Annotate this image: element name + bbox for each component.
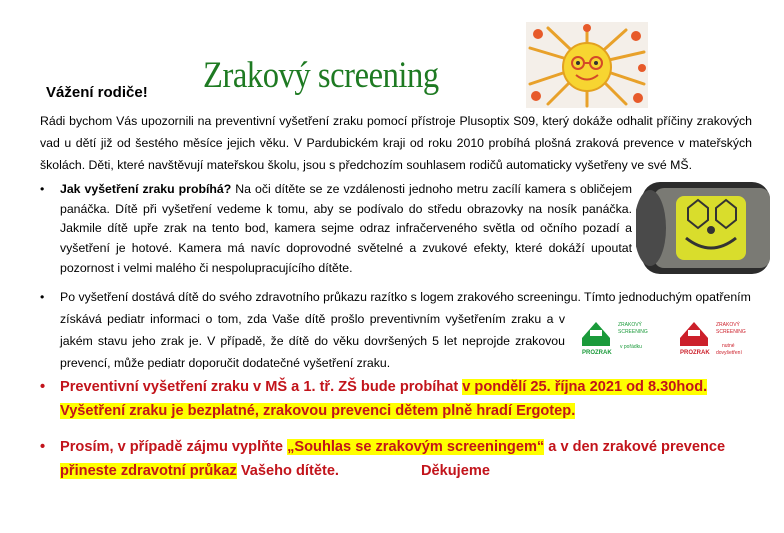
list-item: • Po vyšetření dostává dítě do svého zdravotního průkazu razítko s logem zrakového screeningu. Tímto jednoduchým opatřením bbox=[40, 286, 760, 308]
notice-text: a v den zrakové prevence bbox=[544, 439, 726, 455]
notice-text: Prosím, v případě zájmu vyplňte bbox=[60, 439, 288, 455]
list-item bbox=[40, 375, 760, 423]
logo-line1: ZRAKOVÝ bbox=[618, 322, 642, 328]
list-item bbox=[40, 180, 632, 279]
logo-line3: nutné bbox=[722, 343, 735, 349]
health-card-highlight: přineste zdravotní průkaz bbox=[60, 463, 237, 479]
logo-screening-ok bbox=[578, 316, 656, 356]
intro-paragraph: Rádi bychom Vás upozornili na preventivní vyšetření zraku pomocí přístroje Plusoptix S09, který dokáže odhalit příčiny zrakových vad u dětí již od šestého měsíce jejich věku. V Pardubickém kraji od roku 2010 probíhá plošná zraková prevence v mateřských školách. Děti, které navštěvují mateřskou školu, jsou s předchozím souhlasem rodičů automaticky vyšetřeny ve své MŠ. bbox=[40, 114, 752, 172]
free-exam-highlight: Vyšetření zraku je bezplatné, zrakovou prevenci dětem plně hradí Ergotep. bbox=[60, 403, 576, 419]
sun-illustration bbox=[526, 22, 648, 108]
bullet-question: Jak vyšetření zraku probíhá? bbox=[60, 182, 232, 196]
bullet-stamp-continuation: získává pediatr informaci o tom, zda Vaše dítě prošlo preventivním vyšetřením zraku a v jakém stavu jeho zrak je. V případě, že dítě do věku dovršených 5 let neprojde zrakovou prevencí, může pediatr doporučit dodatečné vyšetření zraku. bbox=[60, 312, 565, 370]
logo-line2: SCREENING bbox=[716, 329, 746, 335]
greeting: Vážení rodiče! bbox=[46, 84, 148, 101]
list-item bbox=[40, 435, 760, 483]
bullet-stamp-first-line bbox=[40, 286, 760, 308]
page-title: Zrakový screening bbox=[203, 55, 439, 96]
logo-screening-recheck bbox=[676, 316, 756, 360]
bullet-text: Na oči dítěte se ze vzdálenosti jednoho metru zacílí kamera s obličejem panáčka. Dítě při vyšetření vedeme k tomu, aby se podívalo do středu obrazovky na nosík panáčka. Jakmile dítě upře zrak na tento bod, kamera sejme odraz infračerveného světla od očního pozadí a vyšetření je hotové. Kamera má navíc doprovodné světelné a zvukové efekty, které dokáží upoutat pozornost i velmi malého či nespolupracujícího dítěte. bbox=[60, 182, 632, 275]
notice-text: Vašeho dítěte. bbox=[236, 463, 339, 479]
consent-form-highlight: „Souhlas se zrakovým screeningem“ bbox=[287, 439, 545, 455]
notice-text: Preventivní vyšetření zraku v MŠ a 1. tř. ZŠ bude probíhat bbox=[60, 379, 463, 395]
exam-date-notice bbox=[40, 375, 760, 423]
bullet-how-exam-works bbox=[40, 180, 632, 279]
logo-line1: ZRAKOVÝ bbox=[716, 322, 740, 328]
logo-line3: v pořádku bbox=[620, 344, 642, 350]
consent-notice bbox=[40, 435, 760, 483]
exam-date-highlight: v pondělí 25. října 2021 od 8.30hod. bbox=[462, 379, 708, 395]
logo-line4: dovyšetření bbox=[716, 350, 742, 356]
logo-line2: SCREENING bbox=[618, 329, 648, 335]
logo-brand: PROZRAK bbox=[680, 350, 710, 356]
camera-illustration bbox=[636, 178, 770, 278]
logo-brand: PROZRAK bbox=[582, 350, 612, 356]
thanks-text: Děkujeme bbox=[421, 463, 490, 479]
